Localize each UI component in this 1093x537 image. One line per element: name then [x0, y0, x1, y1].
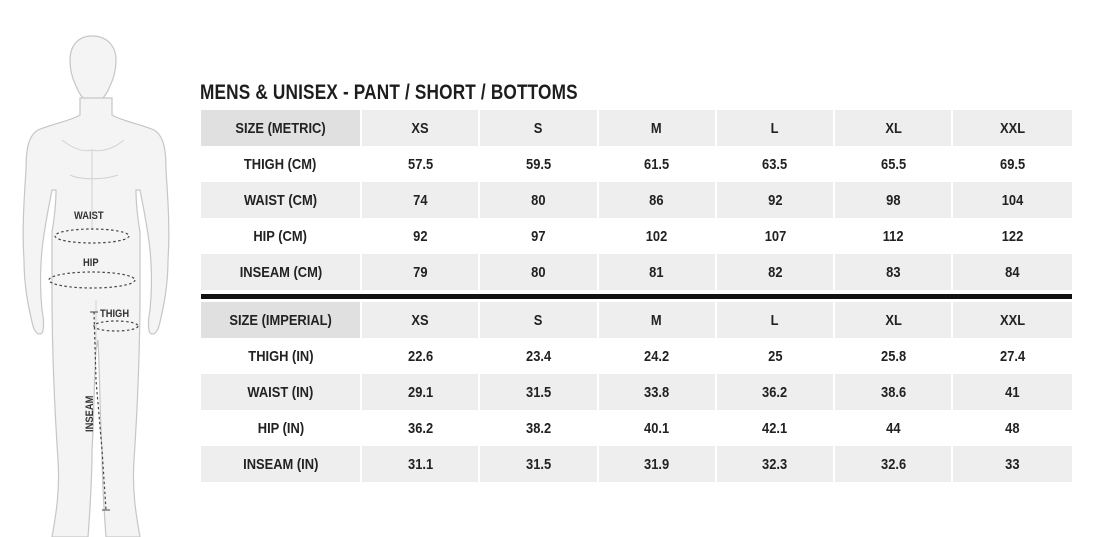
table-cell: 107 — [717, 218, 835, 254]
table-row — [201, 338, 1072, 374]
table-cell: 83 — [835, 254, 953, 290]
table-cell: 42.1 — [717, 410, 835, 446]
table-cell: 33.8 — [599, 374, 717, 410]
table-cell: 38.6 — [835, 374, 953, 410]
table-cell: 82 — [717, 254, 835, 290]
imperial-size-table — [201, 302, 1072, 482]
header-cell: SIZE (IMPERIAL) — [201, 302, 362, 338]
table-cell: 98 — [835, 182, 953, 218]
header-cell: M — [599, 302, 717, 338]
table-header-row — [201, 302, 1072, 338]
header-cell: XS — [362, 110, 480, 146]
table-cell: 31.9 — [599, 446, 717, 482]
table-row — [201, 146, 1072, 182]
table-row — [201, 218, 1072, 254]
row-label: INSEAM (IN) — [201, 446, 362, 482]
table-row — [201, 446, 1072, 482]
table-row — [201, 410, 1072, 446]
table-cell: 79 — [362, 254, 480, 290]
table-cell: 74 — [362, 182, 480, 218]
table-cell: 31.1 — [362, 446, 480, 482]
table-cell: 104 — [953, 182, 1071, 218]
table-cell: 36.2 — [717, 374, 835, 410]
table-cell: 27.4 — [1000, 347, 1026, 365]
table-cell: 81 — [599, 254, 717, 290]
table-cell: 102 — [599, 218, 717, 254]
row-label: INSEAM (CM) — [201, 254, 362, 290]
metric-size-table — [201, 110, 1072, 290]
table-cell: 32.6 — [835, 446, 953, 482]
row-label: THIGH (IN) — [201, 338, 362, 374]
table-cell: 80 — [480, 182, 598, 218]
row-label: WAIST (CM) — [201, 182, 362, 218]
table-cell: 40.1 — [599, 410, 717, 446]
header-cell: XL — [835, 302, 953, 338]
header-cell: XXL — [953, 302, 1071, 338]
header-cell: XS — [362, 302, 480, 338]
table-cell: 86 — [599, 182, 717, 218]
table-cell: 69.5 — [1000, 155, 1026, 173]
table-cell: 112 — [835, 218, 953, 254]
table-cell: 25 — [717, 338, 835, 374]
table-cell: 48 — [1005, 419, 1020, 437]
header-cell: S — [480, 110, 598, 146]
thigh-figure-label: THIGH — [100, 308, 130, 320]
header-cell: SIZE (METRIC) — [201, 110, 362, 146]
table-cell: 31.5 — [480, 374, 598, 410]
table-cell: 92 — [362, 218, 480, 254]
table-cell: 65.5 — [835, 146, 953, 182]
table-cell: 41 — [953, 374, 1071, 410]
row-label: WAIST (IN) — [201, 374, 362, 410]
page-title: MENS & UNISEX - PANT / SHORT / BOTTOMS — [200, 81, 578, 104]
table-cell: 44 — [835, 410, 953, 446]
table-cell: 32.3 — [717, 446, 835, 482]
table-cell: 33 — [953, 446, 1071, 482]
header-cell: XL — [835, 110, 953, 146]
table-cell: 22.6 — [362, 338, 480, 374]
table-cell: 57.5 — [362, 146, 480, 182]
header-cell: L — [717, 302, 835, 338]
table-cell: 122 — [1001, 227, 1024, 245]
body-measurement-figure — [0, 0, 200, 537]
table-cell: 61.5 — [599, 146, 717, 182]
row-label: THIGH (CM) — [201, 146, 362, 182]
table-cell: 29.1 — [362, 374, 480, 410]
table-cell: 24.2 — [599, 338, 717, 374]
row-label: HIP (IN) — [201, 410, 362, 446]
table-cell: 25.8 — [835, 338, 953, 374]
table-row — [201, 254, 1072, 290]
table-cell: 80 — [480, 254, 598, 290]
table-row — [201, 374, 1072, 410]
table-cell: 23.4 — [480, 338, 598, 374]
table-cell: 84 — [953, 254, 1071, 290]
waist-figure-label: WAIST — [74, 210, 104, 222]
table-cell: 92 — [717, 182, 835, 218]
header-cell: M — [599, 110, 717, 146]
table-cell: 36.2 — [362, 410, 480, 446]
table-cell: 97 — [480, 218, 598, 254]
table-divider — [201, 294, 1072, 299]
table-header-row — [201, 110, 1072, 146]
inseam-figure-label: INSEAM — [84, 395, 96, 432]
table-cell: 38.2 — [480, 410, 598, 446]
header-cell: S — [480, 302, 598, 338]
table-cell: 63.5 — [717, 146, 835, 182]
header-cell: XXL — [953, 110, 1071, 146]
body-figure-icon — [0, 0, 200, 537]
table-cell: 31.5 — [480, 446, 598, 482]
table-cell: 59.5 — [480, 146, 598, 182]
header-cell: L — [717, 110, 835, 146]
row-label: HIP (CM) — [201, 218, 362, 254]
table-row — [201, 182, 1072, 218]
hip-figure-label: HIP — [83, 257, 99, 269]
